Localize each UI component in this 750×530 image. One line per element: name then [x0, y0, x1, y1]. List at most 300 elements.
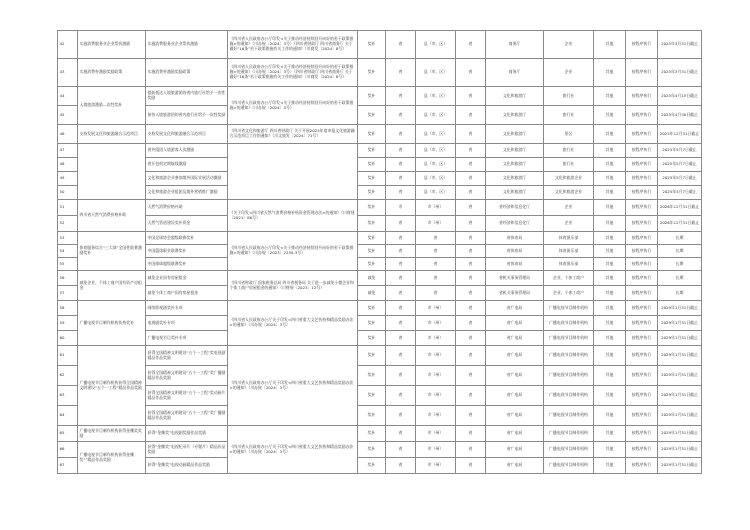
deadline-cell: 2029年1月31日截止 [658, 366, 702, 386]
accepting-level-cell: 省 [416, 245, 456, 258]
approving-level-cell: 省 [456, 258, 486, 271]
support-type-cell: 奖补 [358, 406, 386, 426]
subsidy-item-cell: 文化和旅游企业组团及境外营销推广激励 [146, 186, 228, 200]
beneficiary-cell: 企业 [544, 31, 594, 59]
row-number-cell: 52 [58, 216, 78, 232]
funding-level-cell: 省 [386, 331, 416, 346]
deadline-cell: 2029年1月31日截止 [658, 331, 702, 346]
table-row [58, 158, 702, 172]
support-type-cell: 奖补 [358, 172, 386, 186]
execution-status-cell: 按程序执行 [626, 426, 658, 442]
beneficiary-cell: 企业 [544, 216, 594, 232]
row-number-cell: 57 [58, 286, 78, 301]
deadline-cell: 2025年5月7日截止 [658, 144, 702, 158]
table-row [58, 316, 702, 331]
subsidy-item-cell: 减免企业国有房屋租金 [146, 271, 228, 286]
policy-basis-cell: 《四川省人民政府办公厅印发<关于推动经济持续回升向好的若干政策措施>的通知》（川办规〔2024〕3号）《四川省财政厅 四川省商务厅 关于做好“16条”若干政策措施有关工作的通知》（川商发〔2024〕8号） [228, 31, 358, 59]
support-type-cell: 奖补 [358, 200, 386, 216]
application-mode-cell: 其他 [594, 331, 626, 346]
beneficiary-cell: 企业 [544, 200, 594, 216]
row-number-cell: 51 [58, 200, 78, 216]
beneficiary-cell: 广播电视节目制作机构 [544, 316, 594, 331]
deadline-cell: 2025年12月31日截止 [658, 125, 702, 144]
accepting-level-cell: 市（州） [416, 458, 456, 474]
execution-status-cell: 按程序执行 [626, 301, 658, 316]
subsidy-item-cell: 接待入境旅游团的省内旅行社给予一次性奖励 [146, 106, 228, 125]
deadline-cell: 长期 [658, 271, 702, 286]
beneficiary-cell: 旅行社 [544, 106, 594, 125]
accepting-level-cell: 县（市、区） [416, 186, 456, 200]
approving-level-cell: 省 [456, 442, 486, 458]
support-type-cell: 奖补 [358, 458, 386, 474]
row-number-cell: 49 [58, 172, 78, 186]
table-row [58, 232, 702, 245]
application-mode-cell: 其他 [594, 232, 626, 245]
accepting-level-cell: 县（市、区） [416, 172, 456, 186]
support-type-cell: 奖补 [358, 106, 386, 125]
application-mode-cell: 其他 [594, 286, 626, 301]
deadline-cell: 2029年1月31日截止 [658, 386, 702, 406]
subsidy-item-cell: 中国足球协会超级联赛奖补 [146, 232, 228, 245]
support-type-cell: 奖补 [358, 316, 386, 331]
table-row [58, 366, 702, 386]
responsible-department-cell: 文化和旅游厅 [486, 125, 544, 144]
policy-basis-cell: 《四川省人民政府办公厅印发<关于推动经济持续回升向好的若干政策措施>的通知》（川办规〔2023〕2250-3号） [228, 232, 358, 271]
beneficiary-cell: 广播电视节目制作机构 [544, 458, 594, 474]
approving-level-cell: 省 [456, 245, 486, 258]
beneficiary-cell: 旅行社 [544, 158, 594, 172]
funding-level-cell: 省 [386, 158, 416, 172]
support-type-cell: 奖补 [358, 158, 386, 172]
deadline-cell: 2029年1月31日截止 [658, 426, 702, 442]
accepting-level-cell: 市（州） [416, 406, 456, 426]
application-mode-cell: 其他 [594, 346, 626, 366]
beneficiary-cell: 广播电视节目制作机构 [544, 426, 594, 442]
responsible-department-cell: 省广电局 [486, 386, 544, 406]
execution-status-cell: 按程序执行 [626, 286, 658, 301]
subsidy-item-cell: 获得“金鹰奖”电视剧奖励作品奖励 [146, 426, 228, 442]
approving-level-cell: 省 [456, 106, 486, 125]
project-group-cell: 体育服务综合“三大球”全国性联赛激励奖补 [78, 232, 146, 271]
project-group-cell: 广播电视节目制作机构获得金鹰奖奖励 [78, 426, 146, 442]
application-mode-cell: 其他 [594, 366, 626, 386]
application-mode-cell: 其他 [594, 442, 626, 458]
application-mode-cell: 其他 [594, 406, 626, 426]
support-type-cell: 奖补 [358, 186, 386, 200]
support-type-cell: 奖补 [358, 144, 386, 158]
accepting-level-cell: 省 [416, 271, 456, 286]
project-group-cell: 四川省天然气消费价格补助 [78, 200, 146, 232]
execution-status-cell: 按程序执行 [626, 366, 658, 386]
support-type-cell: 奖补 [358, 245, 386, 258]
subsidy-item-cell: 天然气消费价格补助 [146, 200, 228, 216]
funding-level-cell: 省 [386, 31, 416, 59]
deadline-cell: 2025年4月15日截止 [658, 87, 702, 106]
responsible-department-cell: 文化和旅游厅 [486, 158, 544, 172]
row-number-cell: 61 [58, 346, 78, 366]
application-mode-cell: 其他 [594, 144, 626, 158]
responsible-department-cell: 省广电局 [486, 406, 544, 426]
approving-level-cell: 省 [456, 286, 486, 301]
project-group-cell: 广播电视节目制作机构获得全国精神文明建设“五个一工程”精品作品奖励 [78, 346, 146, 426]
beneficiary-cell: 企业 [544, 59, 594, 87]
application-mode-cell: 其他 [594, 31, 626, 59]
subsidy-item-cell: 实施消费券激励奖励政策 [146, 59, 228, 87]
support-type-cell: 奖补 [358, 301, 386, 316]
table-row [58, 87, 702, 106]
approving-level-cell: 省 [456, 87, 486, 106]
row-number-cell: 47 [58, 144, 78, 158]
project-group-cell: 实施消费券激励奖励政策 [78, 59, 146, 87]
beneficiary-cell: 广播电视节目制作机构 [544, 386, 594, 406]
subsidy-item-cell: 减免个体工商户国有房屋租金 [146, 286, 228, 301]
application-mode-cell: 其他 [594, 106, 626, 125]
execution-status-cell: 按程序执行 [626, 406, 658, 426]
project-group-cell: 实施消费服务业企业帮扶激励 [78, 31, 146, 59]
support-type-cell: 奖补 [358, 442, 386, 458]
accepting-level-cell: 市（州） [416, 200, 456, 216]
subsidy-item-cell: 中国排球超级联赛奖补 [146, 258, 228, 271]
table-row [58, 258, 702, 271]
accepting-level-cell: 县（市、区） [416, 158, 456, 172]
approving-level-cell: 省 [456, 200, 486, 216]
responsible-department-cell: 省广电局 [486, 346, 544, 366]
row-number-cell: 67 [58, 458, 78, 474]
funding-level-cell: 省 [386, 245, 416, 258]
table-row [58, 200, 702, 216]
execution-status-cell: 按程序执行 [626, 442, 658, 458]
row-number-cell: 53 [58, 232, 78, 245]
approving-level-cell: 省 [456, 406, 486, 426]
execution-status-cell: 按程序执行 [626, 87, 658, 106]
row-number-cell: 62 [58, 366, 78, 386]
accepting-level-cell: 省 [416, 258, 456, 271]
execution-status-cell: 按程序执行 [626, 331, 658, 346]
responsible-department-cell: 文化和旅游厅 [486, 106, 544, 125]
table-row [58, 386, 702, 406]
application-mode-cell: 其他 [594, 172, 626, 186]
application-mode-cell: 其他 [594, 87, 626, 106]
approving-level-cell: 省 [456, 172, 486, 186]
subsidy-item-cell: 省外组团入境游客人次激励 [146, 144, 228, 158]
approving-level-cell: 省 [456, 331, 486, 346]
support-type-cell: 奖补 [358, 87, 386, 106]
deadline-cell: 长期 [658, 245, 702, 258]
funding-level-cell: 省 [386, 232, 416, 245]
beneficiary-cell: 企业、个体工商户 [544, 286, 594, 301]
table-row [58, 346, 702, 366]
accepting-level-cell: 市（州） [416, 216, 456, 232]
responsible-department-cell: 商务厅 [486, 59, 544, 87]
application-mode-cell: 其他 [594, 301, 626, 316]
row-number-cell: 48 [58, 158, 78, 172]
beneficiary-cell: 广播电视节目制作机构 [544, 301, 594, 316]
approving-level-cell: 省 [456, 271, 486, 286]
policy-table-body [58, 31, 702, 474]
funding-level-cell: 省 [386, 346, 416, 366]
subsidy-item-cell: 获得“金鹰奖”电视动画精品作品奖励 [146, 458, 228, 474]
table-row [58, 31, 702, 59]
approving-level-cell: 省 [456, 346, 486, 366]
accepting-level-cell: 市（州） [416, 301, 456, 316]
project-group-cell [78, 144, 146, 200]
deadline-cell: 长期 [658, 258, 702, 271]
project-group-cell: 广播电视节目制作机构获得金鹰奖“”精品作品奖励 [78, 442, 146, 474]
execution-status-cell: 按程序执行 [626, 346, 658, 366]
application-mode-cell: 其他 [594, 426, 626, 442]
policy-basis-cell: 《四川省人民政府办公厅关于印发<四川省重大文艺扶持和精品奖励办法>的通知》（川办规〔2024〕3号） [228, 426, 358, 474]
table-row [58, 406, 702, 426]
beneficiary-cell: 广播电视节目制作机构 [544, 442, 594, 458]
accepting-level-cell: 县（市、区） [416, 144, 456, 158]
responsible-department-cell: 省体育局 [486, 232, 544, 245]
responsible-department-cell: 省经济和信息化厅 [486, 216, 544, 232]
subsidy-item-cell: 获得全国精神文明建设“五个一工程”奖广播剧精品作品奖励 [146, 406, 228, 426]
support-type-cell: 奖补 [358, 346, 386, 366]
application-mode-cell: 其他 [594, 216, 626, 232]
funding-level-cell: 省 [386, 106, 416, 125]
row-number-cell: 55 [58, 258, 78, 271]
funding-level-cell: 省 [386, 366, 416, 386]
funding-level-cell: 省 [386, 216, 416, 232]
deadline-cell: 2026年12月31日截止 [658, 200, 702, 216]
application-mode-cell: 其他 [594, 59, 626, 87]
application-mode-cell: 其他 [594, 125, 626, 144]
funding-level-cell: 省 [386, 406, 416, 426]
accepting-level-cell: 市（州） [416, 442, 456, 458]
subsidy-item-cell: 支持发展文化和旅游融合示范项目 [146, 125, 228, 144]
project-group-cell: 减免企业、个体工商户国有资产房租金 [78, 271, 146, 301]
project-group-cell: 广播电视节目制作机构扶持奖补 [78, 301, 146, 346]
row-number-cell: 44 [58, 87, 78, 106]
responsible-department-cell: 省广电局 [486, 442, 544, 458]
accepting-level-cell: 市（州） [416, 366, 456, 386]
responsible-department-cell: 省体育局 [486, 245, 544, 258]
deadline-cell: 2025年5月7日截止 [658, 158, 702, 172]
subsidy-item-cell: 天然气管道建设奖补资金 [146, 216, 228, 232]
row-number-cell: 42 [58, 31, 78, 59]
responsible-department-cell: 省广电局 [486, 316, 544, 331]
table-row [58, 125, 702, 144]
responsible-department-cell: 省广电局 [486, 301, 544, 316]
accepting-level-cell: 县（市、区） [416, 125, 456, 144]
execution-status-cell: 按程序执行 [626, 200, 658, 216]
responsible-department-cell: 省广电局 [486, 331, 544, 346]
row-number-cell: 63 [58, 386, 78, 406]
beneficiary-cell: 体育俱乐部 [544, 258, 594, 271]
row-number-cell: 54 [58, 245, 78, 258]
approving-level-cell: 省 [456, 125, 486, 144]
support-type-cell: 奖补 [358, 258, 386, 271]
execution-status-cell: 按程序执行 [626, 458, 658, 474]
responsible-department-cell: 文化和旅游厅 [486, 144, 544, 158]
application-mode-cell: 其他 [594, 386, 626, 406]
execution-status-cell: 按程序执行 [626, 144, 658, 158]
application-mode-cell: 其他 [594, 158, 626, 172]
execution-status-cell: 按程序执行 [626, 125, 658, 144]
funding-level-cell: 省 [386, 125, 416, 144]
beneficiary-cell: 文化和旅游企业 [544, 172, 594, 186]
row-number-cell: 46 [58, 125, 78, 144]
funding-level-cell: 省 [386, 426, 416, 442]
execution-status-cell: 按程序执行 [626, 31, 658, 59]
approving-level-cell: 省 [456, 366, 486, 386]
subsidy-item-cell: 文化和旅游企业参加境外国际宣展活动激励 [146, 172, 228, 186]
accepting-level-cell: 县（市、区） [416, 31, 456, 59]
table-row [58, 458, 702, 474]
responsible-department-cell: 文化和旅游厅 [486, 186, 544, 200]
beneficiary-cell: 景区 [544, 125, 594, 144]
application-mode-cell: 其他 [594, 271, 626, 286]
table-row [58, 186, 702, 200]
execution-status-cell: 按程序执行 [626, 158, 658, 172]
execution-status-cell: 按程序执行 [626, 216, 658, 232]
execution-status-cell: 按程序执行 [626, 172, 658, 186]
responsible-department-cell: 省广电局 [486, 426, 544, 442]
subsidy-item-cell: 获得“金鹰奖”电视纪录片（专题片）精品作品奖励 [146, 442, 228, 458]
deadline-cell: 2025年5月7日截止 [658, 186, 702, 200]
responsible-department-cell: 省体育局 [486, 258, 544, 271]
approving-level-cell: 省 [456, 144, 486, 158]
subsidy-item-cell: 网络影视剧奖补专项 [146, 301, 228, 316]
responsible-department-cell: 商务厅 [486, 31, 544, 59]
table-row [58, 271, 702, 286]
funding-level-cell: 省 [386, 316, 416, 331]
table-row [58, 59, 702, 87]
subsidy-item-cell: 提前抵达入境旅游团的省内旅行社给予一次性奖励 [146, 87, 228, 106]
support-type-cell: 奖补 [358, 331, 386, 346]
execution-status-cell: 按程序执行 [626, 186, 658, 200]
project-group-cell: 支持发展文化和旅游融合示范项目 [78, 125, 146, 144]
beneficiary-cell: 体育俱乐部 [544, 232, 594, 245]
row-number-cell: 66 [58, 442, 78, 458]
beneficiary-cell: 旅行社 [544, 87, 594, 106]
beneficiary-cell: 广播电视节目制作机构 [544, 331, 594, 346]
policy-basis-cell: 《四川省人民政府办公厅印发<关于推动经济持续回升向好的若干政策措施>的通知》（川办规〔2024〕3号） [228, 87, 358, 125]
application-mode-cell: 其他 [594, 186, 626, 200]
deadline-cell: 2029年1月31日截止 [658, 406, 702, 426]
funding-level-cell: 省 [386, 386, 416, 406]
table-row [58, 286, 702, 301]
funding-level-cell: 省 [386, 87, 416, 106]
beneficiary-cell: 文化和旅游企业 [544, 186, 594, 200]
row-number-cell: 43 [58, 59, 78, 87]
support-type-cell: 减免 [358, 286, 386, 301]
row-number-cell: 45 [58, 106, 78, 125]
execution-status-cell: 按程序执行 [626, 258, 658, 271]
row-number-cell: 58 [58, 301, 78, 316]
policy-basis-cell: 《四川省财政厅 国家税务总局 四川省税务局 关于进一步减免小微企业和个体工商户房屋租金的通知》（川财规〔2023〕12号） [228, 271, 358, 301]
deadline-cell: 2029年1月31日截止 [658, 301, 702, 316]
policy-basis-cell: 《四川省人民政府办公厅关于印发<四川省重大文艺扶持和精品奖励办法>的通知》（川办规〔2024〕3号） [228, 301, 358, 346]
policy-basis-cell: 《四川省人民政府办公厅关于印发<四川省重大文艺扶持和精品奖励办法>的通知》（川办规〔2024〕3号） [228, 346, 358, 426]
application-mode-cell: 其他 [594, 316, 626, 331]
approving-level-cell: 省 [456, 232, 486, 245]
table-row [58, 172, 702, 186]
application-mode-cell: 其他 [594, 458, 626, 474]
deadline-cell: 2029年1月31日截止 [658, 458, 702, 474]
execution-status-cell: 按程序执行 [626, 232, 658, 245]
support-type-cell: 奖补 [358, 216, 386, 232]
deadline-cell: 2029年1月31日截止 [658, 346, 702, 366]
deadline-cell: 2026年12月31日截止 [658, 216, 702, 232]
execution-status-cell: 按程序执行 [626, 59, 658, 87]
beneficiary-cell: 企业、个体工商户 [544, 271, 594, 286]
responsible-department-cell: 文化和旅游厅 [486, 87, 544, 106]
deadline-cell: 2029年1月31日截止 [658, 442, 702, 458]
table-row [58, 426, 702, 442]
row-number-cell: 50 [58, 186, 78, 200]
approving-level-cell: 省 [456, 186, 486, 200]
approving-level-cell: 省 [456, 31, 486, 59]
execution-status-cell: 按程序执行 [626, 316, 658, 331]
policy-table [57, 30, 702, 474]
subsidy-item-cell: 中国篮球职业联赛奖补 [146, 245, 228, 258]
row-number-cell: 64 [58, 406, 78, 426]
support-type-cell: 奖补 [358, 232, 386, 245]
beneficiary-cell: 广播电视节目制作机构 [544, 406, 594, 426]
approving-level-cell: 省 [456, 158, 486, 172]
subsidy-item-cell: 获得全国精神文明建设“五个一工程”奖电视剧精品作品奖励 [146, 346, 228, 366]
table-row [58, 331, 702, 346]
table-row [58, 144, 702, 158]
funding-level-cell: 省 [386, 144, 416, 158]
policy-basis-cell [228, 144, 358, 200]
funding-level-cell: 省 [386, 59, 416, 87]
row-number-cell: 59 [58, 316, 78, 331]
accepting-level-cell: 市（州） [416, 346, 456, 366]
table-row [58, 245, 702, 258]
support-type-cell: 奖补 [358, 59, 386, 87]
table-row [58, 442, 702, 458]
approving-level-cell: 省 [456, 386, 486, 406]
accepting-level-cell: 市（州） [416, 331, 456, 346]
beneficiary-cell: 广播电视节目制作机构 [544, 366, 594, 386]
table-row [58, 106, 702, 125]
approving-level-cell: 省 [456, 301, 486, 316]
policy-basis-cell: 《四川省人民政府办公厅印发<关于推动经济持续回升向好的若干政策措施>的通知》（川办规〔2024〕3号）《四川省财政厅 四川省商务厅 关于做好“16条”若干政策措施有关工作的通知》（川商发〔2024〕8号） [228, 59, 358, 87]
project-group-cell: 入境旅游激励—次性奖补 [78, 87, 146, 125]
beneficiary-cell: 体育俱乐部 [544, 245, 594, 258]
accepting-level-cell: 市（州） [416, 426, 456, 442]
accepting-level-cell: 市（州） [416, 386, 456, 406]
funding-level-cell: 省 [386, 186, 416, 200]
deadline-cell: 2025年5月7日截止 [658, 172, 702, 186]
approving-level-cell: 省 [456, 426, 486, 442]
funding-level-cell: 省 [386, 172, 416, 186]
support-type-cell: 奖补 [358, 426, 386, 442]
responsible-department-cell: 文化和旅游厅 [486, 172, 544, 186]
deadline-cell: 长期 [658, 232, 702, 245]
table-row [58, 301, 702, 316]
approving-level-cell: 省 [456, 216, 486, 232]
execution-status-cell: 按程序执行 [626, 245, 658, 258]
funding-level-cell: 省 [386, 286, 416, 301]
responsible-department-cell: 省广电局 [486, 458, 544, 474]
execution-status-cell: 按程序执行 [626, 271, 658, 286]
funding-level-cell: 省 [386, 271, 416, 286]
accepting-level-cell: 省 [416, 286, 456, 301]
table-row [58, 216, 702, 232]
subsidy-item-cell: 广播电视节目奖补专项 [146, 331, 228, 346]
policy-basis-cell: 《关于印发<四川省天然气消费价格补贴资金管理办法>的通知》（川财建〔2021〕86号） [228, 200, 358, 232]
row-number-cell: 56 [58, 271, 78, 286]
deadline-cell: 2025年3月31日截止 [658, 31, 702, 59]
subsidy-item-cell: 省开包机定期航线激励 [146, 158, 228, 172]
subsidy-item-cell: 获得全国精神文明建设“五个一工程”奖动画片精品作品奖励 [146, 386, 228, 406]
accepting-level-cell: 县（市、区） [416, 106, 456, 125]
policy-basis-cell: 《四川省文化和旅游厅 四川省财政厅 关于开展2025年度申报文化旅游融合示范项目工作的通知》（川文旅发〔2024〕71号） [228, 125, 358, 144]
